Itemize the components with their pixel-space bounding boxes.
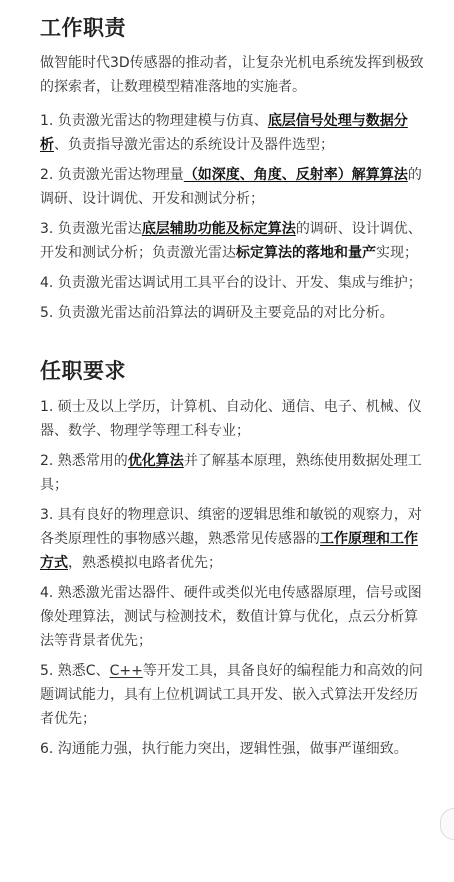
item-text: 3. 负责激光雷达 [40,221,142,237]
requirement-item [40,503,428,575]
requirements-heading: 任职要求 [40,359,126,383]
item-text: 并了解基本原理，熟练使用数据处理工具； [40,453,422,493]
requirement-item [40,581,428,653]
item-text: 等开发工具，具备良好的编程能力和高效的问题调试能力，具有上位机调试工具开发、嵌入式算法开发经历者优先； [40,663,423,727]
floating-edge-button[interactable] [440,808,454,840]
item-text: 5. 负责激光雷达前沿算法的调研及主要竞品的对比分析。 [40,305,394,321]
item-text: 1. 负责激光雷达的物理建模与仿真、 [40,113,268,129]
requirement-item [40,395,428,443]
emphasis-text: 标定算法的落地和量产 [236,245,376,261]
duties-intro: 做智能时代3D传感器的推动者，让复杂光机电系统发挥到极致的探索者，让数理模型精准落地的实施者。 [40,55,424,95]
duty-item [40,301,428,325]
emphasis-text: C++ [109,663,143,679]
item-text: 5. 熟悉C、 [40,663,110,679]
item-text: 实现； [376,245,418,261]
item-text: 的调研、设计调优、开发和测试分析；负责激光雷达 [40,221,422,261]
emphasis-text: 底层辅助功能及标定算法 [141,221,296,237]
requirement-item [40,449,428,497]
duty-item [40,163,428,211]
section-spacer [40,331,428,353]
duties-heading: 工作职责 [40,16,126,40]
requirements-list [40,395,428,761]
item-text: 1. 硕士及以上学历，计算机、自动化、通信、电子、机械、仪器、数学、物理学等理工科专业； [40,399,422,439]
item-text: 2. 熟悉常用的 [40,453,128,469]
emphasis-text: 优化算法 [127,453,184,469]
requirement-item [40,737,428,761]
item-text: ，熟悉模拟电路者优先； [68,555,222,571]
requirement-item [40,659,428,731]
item-text: 2. 负责激光雷达物理量 [40,167,184,183]
item-text: 4. 熟悉激光雷达器件、硬件或类似光电传感器原理，信号或图像处理算法，测试与检测技术，数值计算与优化，点云分析算法等背景者优先； [40,585,422,649]
duty-item [40,217,428,265]
duties-list [40,109,428,325]
duty-item [40,109,428,157]
item-text: 的调研、设计调优、开发和测试分析； [40,167,422,207]
item-text: 、负责指导激光雷达的系统设计及器件选型； [54,137,334,153]
emphasis-text: 工作原理和工作方式 [40,531,418,571]
duty-item [40,271,428,295]
emphasis-text: （如深度、角度、反射率）解算算法 [183,167,408,183]
job-description [40,10,428,767]
item-text: 6. 沟通能力强，执行能力突出，逻辑性强，做事严谨细致。 [40,741,408,757]
item-text: 3. 具有良好的物理意识、缜密的逻辑思维和敏锐的观察力，对各类原理性的事物感兴趣，熟悉常见传感器的 [40,507,422,547]
item-text: 4. 负责激光雷达调试用工具平台的设计、开发、集成与维护； [40,275,422,291]
emphasis-text: 底层信号处理与数据分析 [40,113,408,153]
